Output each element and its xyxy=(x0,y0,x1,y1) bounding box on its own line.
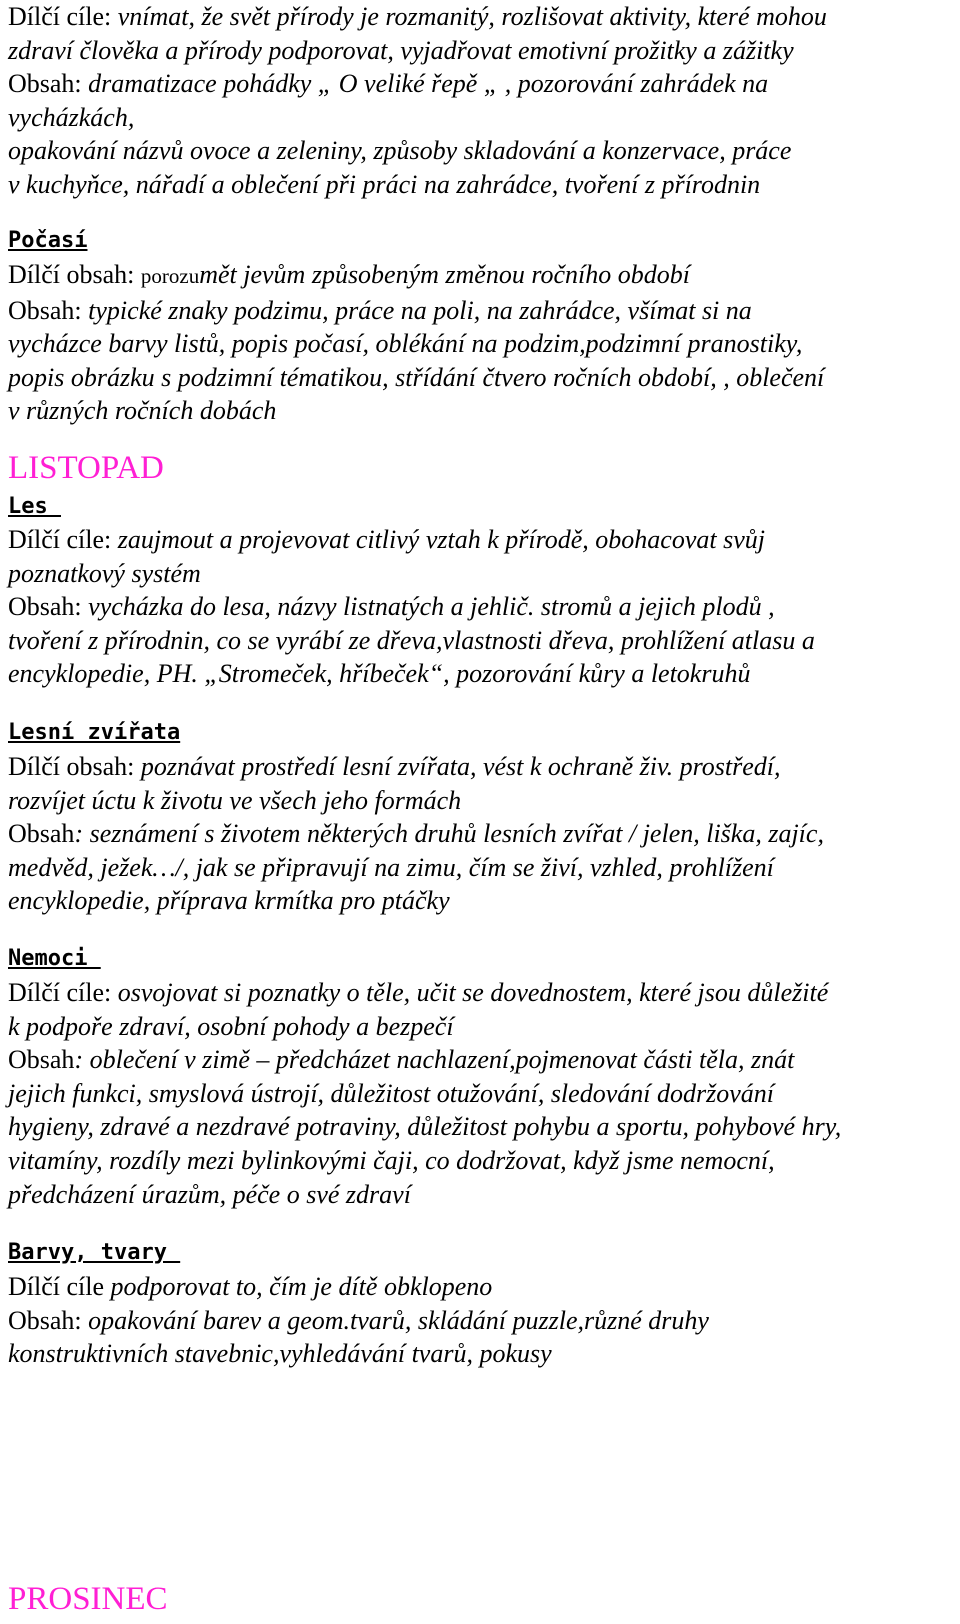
les-line: Obsah: vycházka do lesa, názvy listnatých a jehlič. stromů a jejich plodů , xyxy=(8,592,775,622)
les-line: tvoření z přírodnin, co se vyrábí ze dřeva,vlastnosti dřeva, prohlížení atlasu a xyxy=(8,625,815,655)
les-line: poznatkový systém xyxy=(8,558,201,588)
intro-line: vycházkách, xyxy=(8,102,135,132)
zvirata-line: rozvíjet úctu k životu ve všech jeho formách xyxy=(8,785,462,815)
intro-line: v kuchyňce, nářadí a oblečení při práci na zahrádce, tvoření z přírodnin xyxy=(8,169,761,199)
section-heading: Barvy, tvary xyxy=(8,1240,181,1265)
section-les xyxy=(8,494,61,520)
nemoci-line: předcházení úrazům, péče o své zdraví xyxy=(8,1179,411,1209)
intro-line: Dílčí cíle: vnímat, že svět přírody je rozmanitý, rozlišovat aktivity, které mohou xyxy=(8,2,827,31)
nemoci-body xyxy=(8,976,841,1211)
section-heading: Počasí xyxy=(8,228,88,253)
zvirata-line: Dílčí obsah: poznávat prostředí lesní zvířata, vést k ochraně živ. prostředí, xyxy=(8,752,781,781)
section-barvy-tvary xyxy=(8,1240,180,1266)
nemoci-line: Obsah: oblečení v zimě – předcházet nachlazení,pojmenovat části těla, znát xyxy=(8,1045,795,1075)
nemoci-line: hygieny, zdravé a nezdravé potraviny, důležitost pohybu a sportu, pohybové hry, xyxy=(8,1112,842,1142)
pocasi-line: Dílčí obsah: porozumět jevům způsobeným změnou ročního období xyxy=(8,260,690,289)
intro-line: zdraví člověka a přírody podporovat, vyjadřovat emotivní prožitky a zážitky xyxy=(8,35,794,65)
month-listopad xyxy=(8,449,164,487)
section-pocasi xyxy=(8,228,87,254)
month-prosinec xyxy=(8,1580,168,1618)
les-line: Dílčí cíle: zaujmout a projevovat citlivý vztah k přírodě, obohacovat svůj xyxy=(8,525,765,554)
barvy-line: Obsah: opakování barev a geom.tvarů, skládání puzzle,různé druhy xyxy=(8,1305,709,1335)
nemoci-line: k podpoře zdraví, osobní pohody a bezpečí xyxy=(8,1011,454,1041)
month-title: LISTOPAD xyxy=(8,450,164,486)
pocasi-line: Obsah: typické znaky podzimu, práce na poli, na zahrádce, všímat si na xyxy=(8,295,752,325)
zvirata-line: encyklopedie, příprava krmítka pro ptáčky xyxy=(8,886,450,916)
section-heading: Lesní zvířata xyxy=(8,720,181,745)
barvy-line: konstruktivních stavebnic,vyhledávání tvarů, pokusy xyxy=(8,1339,552,1369)
barvy-body xyxy=(8,1270,709,1371)
zvirata-line: Obsah: seznámení s životem některých druhů lesních zvířat / jelen, liška, zajíc, xyxy=(8,819,824,849)
intro-block xyxy=(8,0,827,202)
pocasi-line: v různých ročních dobách xyxy=(8,396,277,426)
pocasi-line: vycházce barvy listů, popis počasí, oblékání na podzim,podzimní pranostiky, xyxy=(8,329,803,359)
intro-line: opakování názvů ovoce a zeleniny, způsoby skladování a konzervace, práce xyxy=(8,136,792,166)
pocasi-body xyxy=(8,258,824,428)
pocasi-line: popis obrázku s podzimní tématikou, střídání čtvero ročních období, , oblečení xyxy=(8,362,825,392)
section-heading: Les xyxy=(8,494,61,519)
zvirata-body xyxy=(8,750,824,918)
nemoci-line: jejich funkci, smyslová ústrojí, důležitost otužování, sledování dodržování xyxy=(8,1078,774,1108)
nemoci-line: Dílčí cíle: osvojovat si poznatky o těle, učit se dovednostem, které jsou důležité xyxy=(8,978,829,1007)
zvirata-line: medvěd, ježek…/, jak se připravují na zimu, čím se živí, vzhled, prohlížení xyxy=(8,852,774,882)
intro-line: Obsah: dramatizace pohádky „ O veliké řepě „ , pozorování zahrádek na xyxy=(8,69,769,99)
section-nemoci xyxy=(8,946,101,972)
barvy-line: Dílčí cíle podporovat to, čím je dítě obklopeno xyxy=(8,1272,493,1301)
nemoci-line: vitamíny, rozdíly mezi bylinkovými čaji, co dodržovat, když jsme nemocní, xyxy=(8,1145,775,1175)
month-title: PROSINEC xyxy=(8,1581,168,1617)
les-body xyxy=(8,523,815,691)
les-line: encyklopedie, PH. „Stromeček, hříbeček“, pozorování kůry a letokruhů xyxy=(8,659,751,689)
section-heading: Nemoci xyxy=(8,946,101,971)
section-lesni-zvirata xyxy=(8,720,180,746)
